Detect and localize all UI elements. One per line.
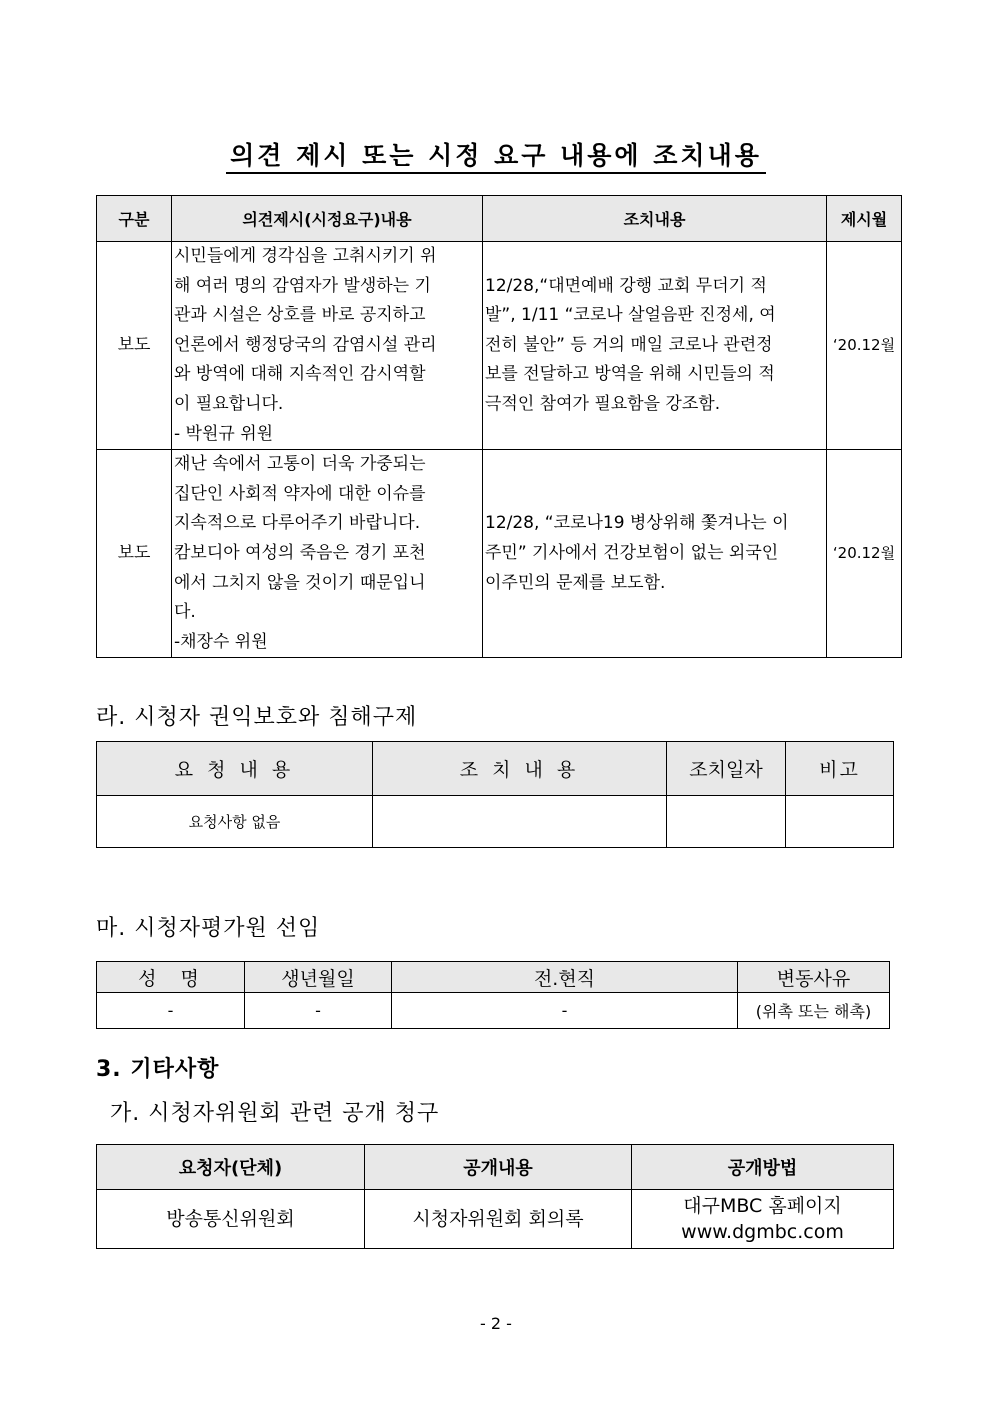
table-row bbox=[97, 242, 902, 450]
header-opinion: 의견제시(시정요구)내용 bbox=[172, 196, 483, 242]
text-line: 발”, 1/11 “코로나 살얼음판 진정세, 여 bbox=[485, 305, 776, 326]
table-row bbox=[97, 993, 890, 1029]
table-header-row bbox=[97, 962, 890, 993]
text-line: 캄보디아 여성의 죽음은 경기 포천 bbox=[174, 542, 426, 563]
cell-request: 요청사항 없음 bbox=[97, 796, 373, 848]
header-month: 제시월 bbox=[827, 196, 902, 242]
opinion-table bbox=[96, 195, 902, 658]
row-category: 보도 bbox=[97, 450, 172, 658]
row-opinion bbox=[172, 450, 483, 658]
table-row bbox=[97, 1190, 894, 1249]
text-line: -채장수 위원 bbox=[174, 631, 268, 652]
cell-note bbox=[786, 796, 894, 848]
row-month: ‘20.12월 bbox=[827, 242, 902, 450]
text-line: 이 필요합니다. bbox=[174, 393, 284, 414]
cell-disclosure-method bbox=[632, 1190, 894, 1249]
viewer-rights-table bbox=[96, 741, 894, 848]
cell-action bbox=[373, 796, 667, 848]
header-note: 비고 bbox=[786, 742, 894, 796]
page-number: - 2 - bbox=[480, 1314, 512, 1333]
text-line: 와 방역에 대해 지속적인 감시역할 bbox=[174, 364, 426, 385]
header-request: 요 청 내 용 bbox=[97, 742, 373, 796]
text-line: 재난 속에서 고통이 더욱 가중되는 bbox=[174, 454, 426, 475]
cell-birthdate: - bbox=[245, 993, 392, 1029]
page-title-text: 의견 제시 또는 시정 요구 내용에 조치내용 bbox=[226, 141, 766, 174]
text-line: 주민” 기사에서 건강보험이 없는 외국인 bbox=[485, 542, 779, 563]
header-position: 전.현직 bbox=[392, 962, 738, 993]
text-line: 시민들에게 경각심을 고취시키기 위 bbox=[174, 246, 437, 266]
row-opinion bbox=[172, 242, 483, 450]
text-line: 이주민의 문제를 보도함. bbox=[485, 572, 666, 593]
cell-change-reason: (위촉 또는 해촉) bbox=[738, 993, 890, 1029]
text-line: 언론에서 행정당국의 감염시설 관리 bbox=[174, 334, 437, 355]
table-header-row bbox=[97, 196, 902, 242]
disclosure-table bbox=[96, 1144, 894, 1249]
header-name: 성 명 bbox=[97, 962, 245, 993]
row-action bbox=[483, 450, 827, 658]
table-row bbox=[97, 450, 902, 658]
cell-name: - bbox=[97, 993, 245, 1029]
row-action bbox=[483, 242, 827, 450]
table-row bbox=[97, 796, 894, 848]
table-header-row bbox=[97, 1145, 894, 1190]
header-action: 조 치 내 용 bbox=[373, 742, 667, 796]
text-line: 집단인 사회적 약자에 대한 이슈를 bbox=[174, 483, 426, 504]
section-heading-ma: 마. 시청자평가원 선임 bbox=[96, 916, 321, 941]
cell-position: - bbox=[392, 993, 738, 1029]
homepage-url: www.dgmbc.com bbox=[681, 1221, 844, 1243]
header-action: 조치내용 bbox=[483, 196, 827, 242]
row-month: ‘20.12월 bbox=[827, 450, 902, 658]
text-line: 12/28,“대면예배 강행 교회 무더기 적 bbox=[485, 275, 767, 296]
header-category: 구분 bbox=[97, 196, 172, 242]
text-line: 해 여러 명의 감염자가 발생하는 기 bbox=[174, 275, 431, 296]
page-title bbox=[0, 136, 992, 172]
header-disclosure-method: 공개방법 bbox=[632, 1145, 894, 1190]
header-disclosure-content: 공개내용 bbox=[365, 1145, 632, 1190]
row-category: 보도 bbox=[97, 242, 172, 450]
header-change-reason: 변동사유 bbox=[738, 962, 890, 993]
text-line: 지속적으로 다루어주기 바랍니다. bbox=[174, 513, 421, 534]
cell-action-date bbox=[667, 796, 786, 848]
text-line: 에서 그치지 않을 것이기 때문입니 bbox=[174, 572, 426, 593]
section-subheading-ga: 가. 시청자위원회 관련 공개 청구 bbox=[110, 1101, 440, 1126]
table-header-row bbox=[97, 742, 894, 796]
text-line: 12/28, “코로나19 병상위해 쫓겨나는 이 bbox=[485, 513, 789, 534]
homepage-label: 대구MBC 홈페이지 bbox=[683, 1195, 842, 1217]
text-line: 다. bbox=[174, 602, 196, 623]
evaluator-table bbox=[96, 961, 890, 1029]
text-line: 전히 불안” 등 거의 매일 코로나 관련정 bbox=[485, 334, 773, 355]
cell-requester: 방송통신위원회 bbox=[97, 1190, 365, 1249]
header-action-date: 조치일자 bbox=[667, 742, 786, 796]
section-heading-ra: 라. 시청자 권익보호와 침해구제 bbox=[96, 705, 418, 730]
text-line: - 박원규 위원 bbox=[174, 423, 274, 444]
text-line: 극적인 참여가 필요함을 강조함. bbox=[485, 393, 721, 414]
header-requester: 요청자(단체) bbox=[97, 1145, 365, 1190]
header-birthdate: 생년월일 bbox=[245, 962, 392, 993]
text-line: 관과 시설은 상호를 바로 공지하고 bbox=[174, 305, 426, 326]
cell-disclosure-content: 시청자위원회 회의록 bbox=[365, 1190, 632, 1249]
text-line: 보를 전달하고 방역을 위해 시민들의 적 bbox=[485, 364, 775, 385]
section-heading-3: 3. 기타사항 bbox=[96, 1057, 220, 1082]
